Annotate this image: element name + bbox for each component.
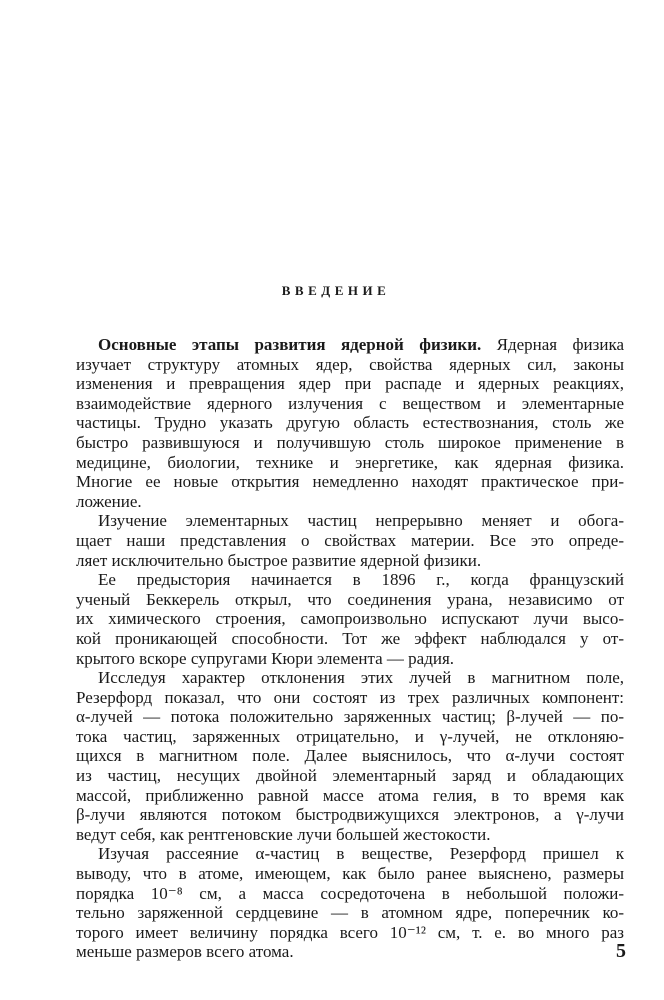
paragraph	[76, 844, 624, 962]
page-number: 5	[616, 940, 626, 962]
text-line: меньше размеров всего атома.	[76, 942, 294, 962]
text-line: взаимодействие ядерного излучения с веществом и элементарные	[76, 393, 624, 413]
text-line: Исследуя характер отклонения этих лучей в магнитном поле,	[98, 668, 624, 688]
text-line: щает наши представления о свойствах материи. Все это опреде-	[76, 530, 624, 550]
paragraph	[76, 570, 624, 668]
text-line: ложение.	[76, 491, 142, 511]
text-line: тока частиц, заряженных отрицательно, и γ-лучей, не отклоняю-	[76, 726, 624, 746]
text-line: α-лучей — потока положительно заряженных частиц; β-лучей — по-	[76, 707, 624, 727]
text-line: частицы. Трудно указать другую область естествознания, столь же	[76, 413, 624, 433]
text-line: порядка 10⁻⁸ см, а масса сосредоточена в небольшой положи-	[76, 883, 624, 903]
text-line: ученый Беккерель открыл, что соединения урана, независимо от	[76, 589, 624, 609]
text-line: быстро развившуюся и получившую столь широкое применение в	[76, 432, 624, 452]
text-line: тельно заряженной сердцевине — в атомном ядре, поперечник ко-	[76, 903, 624, 923]
text-line: Ее предыстория начинается в 1896 г., когда французский	[98, 570, 624, 590]
paragraph	[76, 511, 624, 570]
text-line: Многие ее новые открытия немедленно находят практическое при-	[76, 472, 624, 492]
text-line: ляет исключительно быстрое развитие ядерной физики.	[76, 550, 482, 570]
text-line: Изучая рассеяние α-частиц в веществе, Резерфорд пришел к	[98, 844, 624, 864]
text-line: массой, приближенно равной массе атома гелия, в то время как	[76, 785, 624, 805]
text-run: Ядерная физика	[481, 335, 624, 354]
text-line: Изучение элементарных частиц непрерывно меняет и обога-	[98, 511, 624, 531]
text-line: кой проникающей способности. Тот же эффект наблюдался у от-	[76, 628, 624, 648]
text-line: β-лучи являются потоком быстродвижущихся электронов, а γ-лучи	[76, 805, 624, 825]
text-line: из частиц, несущих двойной элементарный заряд и обладающих	[76, 766, 624, 786]
text-line: ведут себя, как рентгеновские лучи большей жестокости.	[76, 824, 491, 844]
text-line: торого имеет величину порядка всего 10⁻¹² см, т. е. во много раз	[76, 922, 624, 942]
text-line: изменения и превращения ядер при распаде и ядерных реакциях,	[76, 374, 624, 394]
text-line: Резерфорд показал, что они состоят из трех различных компонент:	[76, 687, 624, 707]
section-lead: Основные этапы развития ядерной физики.	[98, 335, 482, 354]
text-line: крытого вскоре супругами Кюри элемента — радия.	[76, 648, 455, 668]
paragraph	[76, 335, 624, 511]
text-line: выводу, что в атоме, имеющем, как было ранее выяснено, размеры	[76, 864, 624, 884]
page-body	[76, 335, 624, 962]
paragraph	[76, 668, 624, 844]
chapter-heading: ВВЕДЕНИЕ	[281, 283, 391, 298]
text-line: изучает структуру атомных ядер, свойства ядерных сил, законы	[76, 354, 624, 374]
text-line	[76, 335, 624, 355]
text-line: щихся в магнитном поле. Далее выяснилось, что α-лучи состоят	[76, 746, 624, 766]
text-line: их химического строения, самопроизвольно испускают лучи высо-	[76, 609, 624, 629]
text-line: медицине, биологии, технике и энергетике, как ядерная физика.	[76, 452, 624, 472]
